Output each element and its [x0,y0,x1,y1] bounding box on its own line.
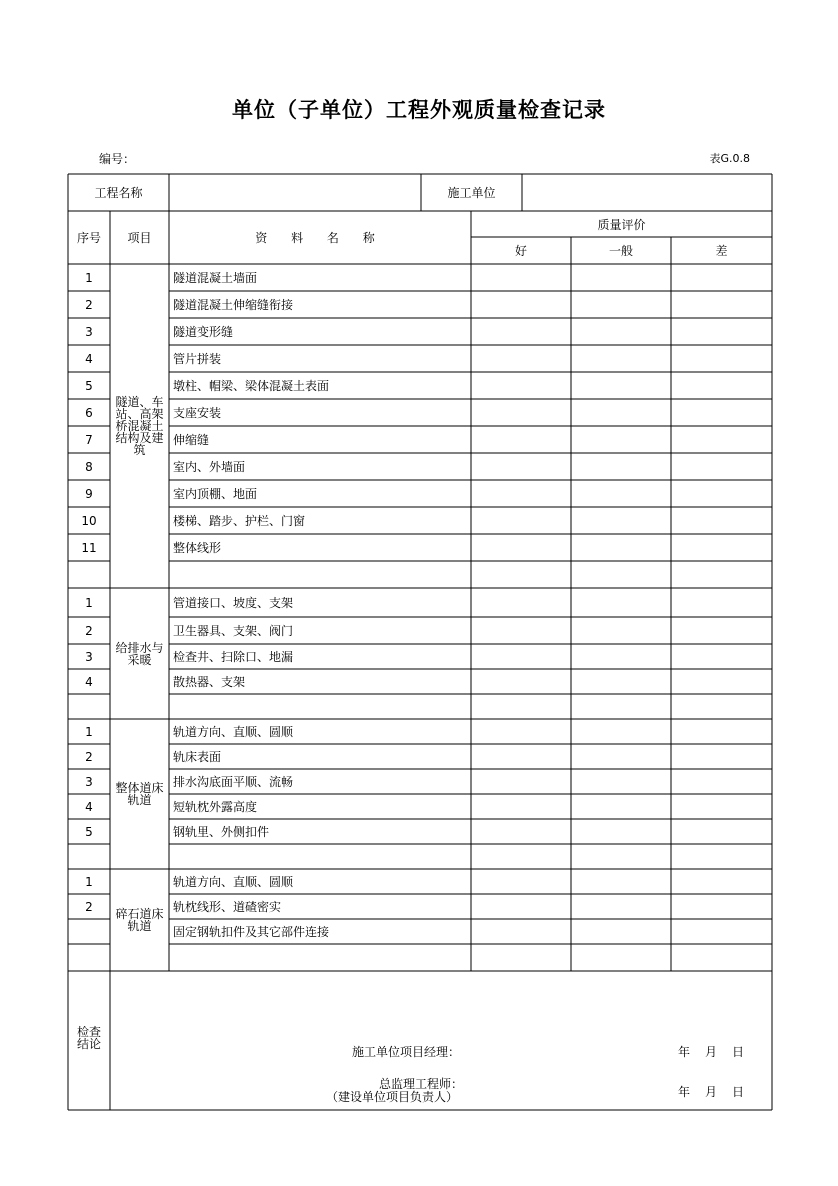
rating-good-cell[interactable] [471,894,571,919]
form-number: 表G.0.8 [709,152,750,165]
rating-normal-cell[interactable] [571,944,671,971]
material-name: 室内、外墙面 [173,460,246,474]
group-label: 碎石道床轨道 [115,907,164,933]
rating-normal-cell[interactable] [571,617,671,644]
rating-good-cell[interactable] [471,669,571,694]
row-number: 8 [85,459,93,474]
group-label: 整体道床轨道 [115,781,164,807]
rating-good-cell[interactable] [471,844,571,869]
row-number [68,944,110,971]
rating-normal-cell[interactable] [571,694,671,719]
rating-normal-cell[interactable] [571,399,671,426]
material-name: 检查井、扫除口、地漏 [173,650,294,664]
rating-normal-cell[interactable] [571,719,671,744]
row-number: 5 [85,824,93,839]
row-number: 1 [85,724,93,739]
row-number: 9 [85,486,93,501]
row-number: 10 [81,513,97,528]
material-name: 伸缩缝 [173,433,210,447]
material-name: 轨床表面 [173,750,222,764]
manager-year: 年 [678,1045,691,1059]
material-name: 散热器、支架 [173,675,246,689]
rating-normal-cell[interactable] [571,769,671,794]
page-title: 单位（子单位）工程外观质量检查记录 [232,98,606,122]
row-number: 3 [85,774,93,789]
row-number [68,844,110,869]
row-number: 2 [85,749,93,764]
rating-normal-cell[interactable] [571,669,671,694]
material-name: 墩柱、帽梁、梁体混凝土表面 [173,379,330,393]
project-name-field[interactable] [169,174,421,211]
row-number: 11 [81,540,97,555]
row-number: 4 [85,799,93,814]
row-number: 2 [85,297,93,312]
rating-normal-cell[interactable] [571,561,671,588]
rating-good-cell[interactable] [471,819,571,844]
rating-good-cell[interactable] [471,769,571,794]
rating-poor-cell[interactable] [671,318,772,345]
material-name [169,694,471,719]
group-label: 给排水与采暖 [115,640,164,667]
supervisor-month: 月 [705,1085,718,1099]
rating-good-cell[interactable] [471,617,571,644]
item-header: 项目 [127,231,152,245]
supervisor-label: 总监理工程师： [379,1077,464,1091]
rating-poor-cell[interactable] [671,694,772,719]
rating-poor-cell[interactable] [671,894,772,919]
rating-normal-cell[interactable] [571,794,671,819]
row-number: 7 [85,432,93,447]
row-number: 2 [85,623,93,638]
rating-good-cell[interactable] [471,480,571,507]
rating-poor-cell[interactable] [671,264,772,291]
material-name: 整体线形 [173,541,222,555]
normal-header: 一般 [608,244,633,258]
rating-poor-cell[interactable] [671,919,772,944]
rating-poor-cell[interactable] [671,744,772,769]
rating-good-cell[interactable] [471,399,571,426]
material-name: 支座安装 [173,406,222,420]
material-name: 轨道方向、直顺、圆顺 [173,725,294,739]
material-name: 短轨枕外露高度 [173,800,258,814]
rating-normal-cell[interactable] [571,372,671,399]
group-label: 隧道、车站、高架桥混凝土结构及建筑 [115,395,164,457]
code-label: 编号： [99,152,136,166]
material-name: 隧道混凝土伸缩缝衔接 [173,298,294,312]
row-number: 5 [85,378,93,393]
rating-poor-cell[interactable] [671,426,772,453]
material-name: 管道接口、坡度、支架 [173,596,294,610]
contractor-field[interactable] [522,174,772,211]
row-number: 3 [85,324,93,339]
manager-month: 月 [705,1045,718,1059]
manager-date [678,1043,744,1060]
supervisor-date [678,1083,744,1100]
rating-normal-cell[interactable] [571,744,671,769]
rating-poor-cell[interactable] [671,480,772,507]
rating-good-cell[interactable] [471,507,571,534]
rating-poor-cell[interactable] [671,561,772,588]
rating-good-cell[interactable] [471,944,571,971]
rating-good-cell[interactable] [471,588,571,617]
row-number: 1 [85,595,93,610]
row-number [68,919,110,944]
rating-poor-cell[interactable] [671,819,772,844]
rating-normal-cell[interactable] [571,318,671,345]
material-name: 固定钢轨扣件及其它部件连接 [173,925,330,939]
contractor-label: 施工单位 [447,186,496,200]
material-name: 轨枕线形、道碴密实 [173,900,282,914]
material-name-header: 资 料 名 称 [255,231,385,245]
material-name [169,844,471,869]
rating-poor-cell[interactable] [671,669,772,694]
rating-normal-cell[interactable] [571,844,671,869]
rating-normal-cell[interactable] [571,644,671,669]
supervisor-day: 日 [732,1085,745,1099]
rating-poor-cell[interactable] [671,399,772,426]
material-name: 室内顶棚、地面 [173,487,258,501]
material-name: 楼梯、踏步、护栏、门窗 [173,514,306,528]
rating-normal-cell[interactable] [571,480,671,507]
rating-normal-cell[interactable] [571,894,671,919]
row-number: 3 [85,649,93,664]
material-name [169,944,471,971]
rating-poor-cell[interactable] [671,588,772,617]
rating-good-cell[interactable] [471,534,571,561]
rating-good-cell[interactable] [471,794,571,819]
rating-poor-cell[interactable] [671,769,772,794]
rating-good-cell[interactable] [471,719,571,744]
rating-poor-cell[interactable] [671,617,772,644]
rating-good-cell[interactable] [471,426,571,453]
rating-poor-cell[interactable] [671,844,772,869]
rating-good-cell[interactable] [471,453,571,480]
project-name-label: 工程名称 [94,186,143,200]
rating-normal-cell[interactable] [571,345,671,372]
rating-normal-cell[interactable] [571,264,671,291]
material-name: 轨道方向、直顺、圆顺 [173,875,294,889]
row-number: 1 [85,270,93,285]
rating-poor-cell[interactable] [671,372,772,399]
rating-poor-cell[interactable] [671,644,772,669]
row-number [68,561,110,588]
conclusion-label: 检查结论 [76,1025,101,1051]
good-header: 好 [514,244,527,258]
rating-poor-cell[interactable] [671,291,772,318]
rating-poor-cell[interactable] [671,719,772,744]
rating-normal-cell[interactable] [571,426,671,453]
manager-day: 日 [732,1045,745,1059]
material-name: 管片拼装 [173,352,222,366]
rating-normal-cell[interactable] [571,588,671,617]
row-number [68,694,110,719]
supervisor-year: 年 [678,1085,691,1099]
rating-good-cell[interactable] [471,318,571,345]
rating-poor-cell[interactable] [671,869,772,894]
seq-header: 序号 [76,231,101,245]
quality-eval-header: 质量评价 [597,217,646,232]
row-number: 6 [85,405,93,420]
rating-normal-cell[interactable] [571,919,671,944]
rating-normal-cell[interactable] [571,819,671,844]
row-number: 4 [85,674,93,689]
rating-good-cell[interactable] [471,869,571,894]
rating-poor-cell[interactable] [671,944,772,971]
material-name [169,561,471,588]
rating-normal-cell[interactable] [571,534,671,561]
rating-good-cell[interactable] [471,744,571,769]
rating-good-cell[interactable] [471,264,571,291]
rating-good-cell[interactable] [471,291,571,318]
rating-good-cell[interactable] [471,561,571,588]
material-name: 卫生器具、支架、阀门 [173,624,294,638]
poor-header: 差 [715,244,728,258]
rating-poor-cell[interactable] [671,345,772,372]
supervisor-sub-label: （建设单位项目负责人） [326,1090,459,1104]
rating-good-cell[interactable] [471,919,571,944]
rating-normal-cell[interactable] [571,291,671,318]
rating-poor-cell[interactable] [671,534,772,561]
material-name: 排水沟底面平顺、流畅 [173,775,294,789]
row-number: 4 [85,351,93,366]
material-name: 隧道变形缝 [173,325,234,339]
rating-normal-cell[interactable] [571,869,671,894]
row-number: 2 [85,899,93,914]
rating-good-cell[interactable] [471,694,571,719]
rating-good-cell[interactable] [471,372,571,399]
rating-good-cell[interactable] [471,345,571,372]
material-name: 隧道混凝土墙面 [173,271,258,285]
rating-poor-cell[interactable] [671,507,772,534]
rating-good-cell[interactable] [471,644,571,669]
row-number: 1 [85,874,93,889]
rating-normal-cell[interactable] [571,453,671,480]
rating-normal-cell[interactable] [571,507,671,534]
manager-label: 施工单位项目经理： [352,1045,461,1059]
material-name: 钢轨里、外侧扣件 [173,825,270,839]
rating-poor-cell[interactable] [671,794,772,819]
rating-poor-cell[interactable] [671,453,772,480]
